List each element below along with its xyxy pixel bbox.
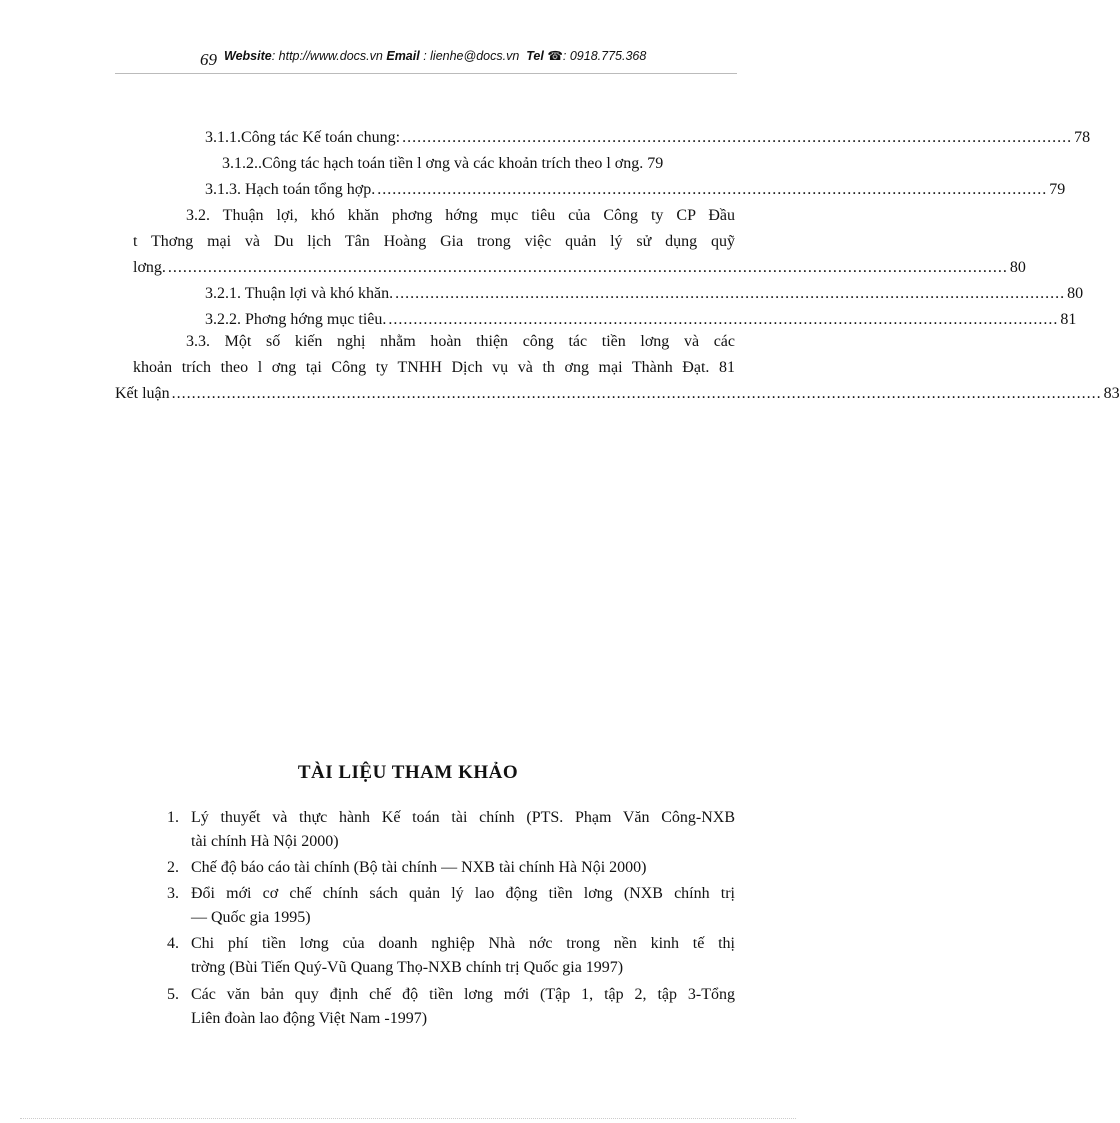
reference-line: tài chính Hà Nội 2000) <box>191 833 339 850</box>
reference-number: 5. <box>167 986 179 1003</box>
toc-dot-leader: ........................................................................................................................................................................ <box>167 259 1008 276</box>
toc-entry-line: 3.2. Thuận lợi, khó khăn phơng hớng mục tiêu của Công ty CP Đầu <box>186 207 735 224</box>
header-divider <box>115 73 737 74</box>
toc-entry <box>205 284 1084 304</box>
toc-entry-page: 80 <box>1009 259 1026 276</box>
toc-dot-leader: ...................................................................................................................................... <box>395 285 1066 302</box>
reference-line: Đổi mới cơ chế chính sách quản lý lao động tiền lơng (NXB chính trị <box>191 885 735 902</box>
toc-dot-leader: ...................................................................................................................................... <box>388 311 1059 328</box>
toc-entry-line: 3.3. Một số kiến nghị nhằm hoàn thiện công tác tiền lơng và các <box>186 333 735 350</box>
reference-line: — Quốc gia 1995) <box>191 909 311 926</box>
reference-line: Lý thuyết và thực hành Kế toán tài chính (PTS. Phạm Văn Công-NXB <box>191 809 735 826</box>
email-label: Email <box>386 49 420 63</box>
reference-line: trờng (Bùi Tiến Quý-Vũ Quang Thọ-NXB chính trị Quốc gia 1997) <box>191 959 624 976</box>
toc-entry <box>205 180 1066 200</box>
toc-entry-title: 3.1.3. Hạch toán tổng hợp. <box>205 181 376 198</box>
reference-line: Các văn bản quy định chế độ tiền lơng mới (Tập 1, tập 2, tập 3-Tổng <box>191 986 735 1003</box>
page-number: 69 <box>200 50 217 69</box>
reference-item <box>167 985 735 1029</box>
reference-number: 1. <box>167 809 179 826</box>
toc-entry-page: 79 <box>1049 181 1066 198</box>
tel-label: Tel <box>526 49 544 63</box>
toc-dot-leader: .......................................................................................................................................................................................... <box>171 385 1102 402</box>
toc-entry-title: Kết luận <box>115 385 170 402</box>
tel-value: : 0918.775.368 <box>562 49 647 63</box>
toc-entry-title: lơng. <box>133 259 166 276</box>
reference-item <box>167 934 735 978</box>
toc-entry <box>115 384 1120 404</box>
toc-entry <box>205 310 1077 330</box>
reference-line: Liên đoàn lao động Việt Nam -1997) <box>191 1010 428 1027</box>
reference-item <box>167 884 735 928</box>
reference-number: 2. <box>167 859 179 876</box>
toc-entry <box>222 154 663 174</box>
website-link[interactable]: : http://www.docs.vn <box>271 49 383 63</box>
toc-entry-page: 81 <box>1060 311 1077 328</box>
toc-entry-line: khoản trích theo l ơng tại Công ty TNHH Dịch vụ và th ơng mại Thành Đạt. 81 <box>133 359 735 376</box>
website-label: Website <box>224 49 272 63</box>
footer-dotted-rule <box>20 1118 796 1119</box>
toc-entry-page: 83 <box>1103 385 1120 402</box>
toc-entry-page: 80 <box>1067 285 1084 302</box>
toc-entry-title: 3.1.2..Công tác hạch toán tiền l ơng và các khoản trích theo l ơng. 79 <box>222 155 664 172</box>
phone-icon: ☎ <box>547 49 563 63</box>
toc-entry <box>205 128 1091 148</box>
toc-dot-leader: ...................................................................................................................................... <box>402 129 1073 146</box>
toc-entry <box>133 258 1026 278</box>
toc-entry-title: 3.2.2. Phơng hớng mục tiêu. <box>205 311 387 328</box>
page-header <box>0 44 816 69</box>
reference-number: 3. <box>167 885 179 902</box>
toc-entry-title: 3.1.1.Công tác Kế toán chung: <box>205 129 401 146</box>
toc-entry-page: 78 <box>1074 129 1091 146</box>
email-link[interactable]: : lienhe@docs.vn <box>419 49 520 63</box>
references-heading: TÀI LIỆU THAM KHẢO <box>297 762 519 783</box>
toc-dot-leader: ...................................................................................................................................... <box>377 181 1048 198</box>
reference-item <box>167 858 735 878</box>
reference-line: Chi phí tiền lơng của doanh nghiệp Nhà nớc trong nền kinh tế thị <box>191 935 735 952</box>
reference-number: 4. <box>167 935 179 952</box>
reference-line: Chế độ báo cáo tài chính (Bộ tài chính — NXB tài chính Hà Nội 2000) <box>191 859 647 876</box>
toc-entry-title: 3.2.1. Thuận lợi và khó khăn. <box>205 285 394 302</box>
reference-item <box>167 808 735 852</box>
header-contact-info <box>224 48 646 63</box>
toc-entry-line: t Thơng mại và Du lịch Tân Hoàng Gia trong việc quản lý sử dụng quỹ <box>133 233 735 250</box>
